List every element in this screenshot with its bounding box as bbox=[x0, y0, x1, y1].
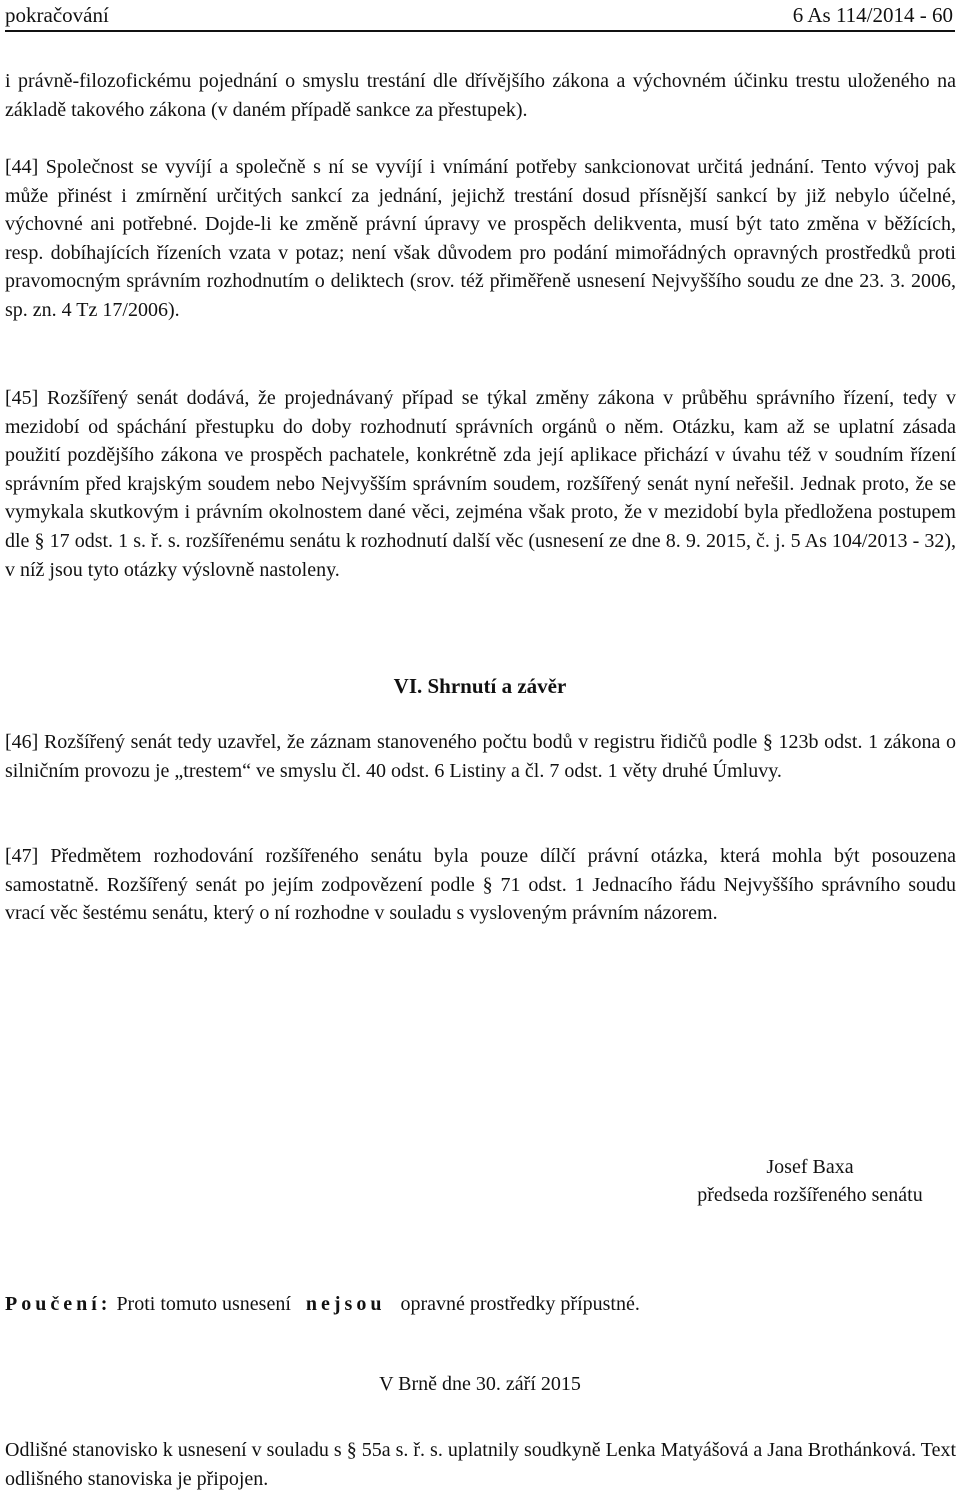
instruction-line bbox=[5, 1290, 956, 1319]
dissent-note: Odlišné stanovisko k usnesení v souladu s § 55a s. ř. s. uplatnily soudkyně Lenka Matyášová a Jana Brothánková. Text odlišného stanoviska je připojen. bbox=[5, 1439, 956, 1490]
signature-block bbox=[665, 1153, 955, 1209]
paragraph-44: [44] Společnost se vyvíjí a společně s ní se vyvíjí i vnímání potřeby sankcionovat určitá jednání. Tento vývoj pak může přinést i zmírnění určitých sankcí za jednání, jejichž trestání dosud přísnější sankcí by již nebylo účelné, výchovné ani potřebné. Dojde-li ke změně právní úpravy ve prospěch delikventa, musí být tato změna v běžících, resp. dobíhajících řízeních vzata v potaz; není však důvodem pro podání mimořádných opravných prostředků proti pravomocným správním rozhodnutím o deliktech (srov. též přiměřeně usnesení Nejvyššího soudu ze dne 23. 3. 2006, sp. zn. 4 Tz 17/2006). bbox=[5, 156, 956, 321]
page-header bbox=[5, 0, 955, 32]
paragraph-45: [45] Rozšířený senát dodává, že projednávaný případ se týkal změny zákona v průběhu správního řízení, tedy v mezidobí od spáchání přestupku do doby rozhodnutí správních orgánů o něm. Otázku, kam až se uplatní zásada použití pozdějšího zákona ve prospěch pachatele, konkrétně zda její aplikace přichází v úvahu též v soudním řízení správním před krajským soudem nebo Nejvyšším správním soudem, rozšířený senát nyní neřešil. Jednak proto, že se vymykala skutkovým i právním okolnostem dané věci, zejména však proto, že v mezidobí byla předložena postupem dle § 17 odst. 1 s. ř. s. rozšířenému senátu k rozhodnutí další věc (usnesení ze dne 8. 9. 2015, č. j. 5 As 104/2013 - 32), v níž jsou tyto otázky výslovně nastoleny. bbox=[5, 387, 956, 581]
header-case-number: 6 As 114/2014 - 60 bbox=[792, 3, 953, 27]
signatory-title: předseda rozšířeného senátu bbox=[697, 1184, 923, 1206]
instruction-emphasis: nejsou bbox=[305, 1293, 386, 1315]
place-and-date: V Brně dne 30. září 2015 bbox=[379, 1373, 581, 1395]
paragraph-47: [47] Předmětem rozhodování rozšířeného senátu byla pouze dílčí právní otázka, která mohla být posouzena samostatně. Rozšířený senát po jejím zodpovězení podle § 71 odst. 1 Jednacího řádu Nejvyššího správního soudu vrací věc šestému senátu, který o ní rozhodne v souladu s vysloveným právním názorem. bbox=[5, 845, 956, 925]
instruction-label: Poučení: bbox=[5, 1293, 112, 1315]
paragraph-continuation: i právně-filozofickému pojednání o smyslu trestání dle dřívějšího zákona a výchovném účinku trestu uloženého na základě takového zákona (v daném případě sankce za přestupek). bbox=[5, 70, 956, 121]
header-continuation: pokračování bbox=[5, 3, 109, 27]
signatory-name: Josef Baxa bbox=[766, 1156, 854, 1178]
instruction-text-1: Proti tomuto usnesení bbox=[116, 1293, 291, 1315]
instruction-text-2: opravné prostředky přípustné. bbox=[400, 1293, 640, 1315]
section-heading: VI. Shrnutí a závěr bbox=[393, 674, 567, 698]
paragraph-46: [46] Rozšířený senát tedy uzavřel, že záznam stanoveného počtu bodů v registru řidičů podle § 123b odst. 1 zákona o silničním provozu je „trestem“ ve smyslu čl. 40 odst. 6 Listiny a čl. 7 odst. 1 věty druhé Úmluvy. bbox=[5, 731, 956, 782]
